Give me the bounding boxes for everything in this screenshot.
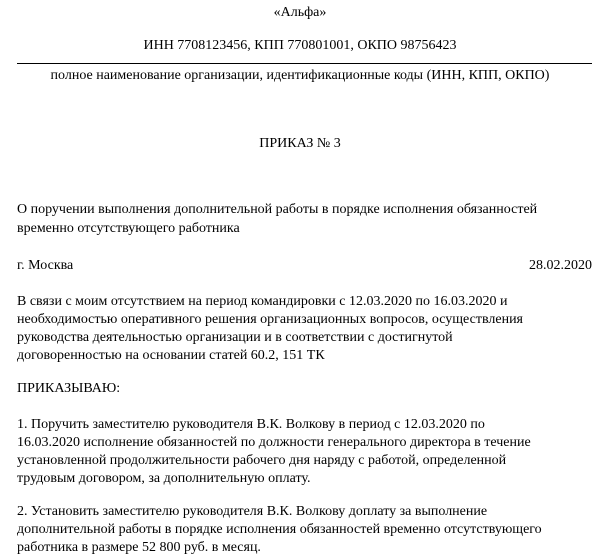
org-name: «Альфа» [273, 5, 327, 20]
order-city: г. Москва [17, 258, 74, 273]
header-caption: полное наименование организации, идентификационные коды (ИНН, КПП, ОКПО) [50, 68, 550, 83]
header-rule [17, 63, 592, 64]
preamble-line: руководства деятельностью организации и в соответствии с достигнутой [17, 330, 453, 345]
preamble-line: договоренностью на основании статей 60.2, 151 ТК [17, 348, 325, 363]
item1-line: установленной продолжительности рабочего дня наряду с работой, определенной [17, 453, 507, 468]
order-title: ПРИКАЗ № 3 [259, 136, 341, 151]
item1-line: 16.03.2020 исполнение обязанностей по должности генерального директора в течение [17, 435, 531, 450]
order-word: ПРИКАЗЫВАЮ: [17, 381, 121, 396]
order-date: 28.02.2020 [529, 258, 592, 273]
org-codes: ИНН 7708123456, КПП 770801001, ОКПО 98756423 [143, 38, 457, 53]
item1-line: 1. Поручить заместителю руководителя В.К. Волкову в период с 12.03.2020 по [17, 417, 485, 432]
item1-line: трудовым договором, за дополнительную оплату. [17, 471, 311, 486]
item2-line: 2. Установить заместителю руководителя В.К. Волкову доплату за выполнение [17, 504, 488, 519]
preamble-line: В связи с моим отсутствием на период командировки с 12.03.2020 по 16.03.2020 и [17, 294, 508, 309]
preamble-line: необходимостью оперативного решения организационных вопросов, осуществления [17, 312, 523, 327]
item2-line: дополнительной работы в порядке исполнения обязанностей временно отсутствующего [17, 522, 542, 537]
order-subject-line-1: О поручении выполнения дополнительной работы в порядке исполнения обязанностей [17, 202, 538, 217]
item2-line: работника в размере 52 800 руб. в месяц. [17, 540, 261, 555]
order-subject-line-2: временно отсутствующего работника [17, 221, 240, 236]
